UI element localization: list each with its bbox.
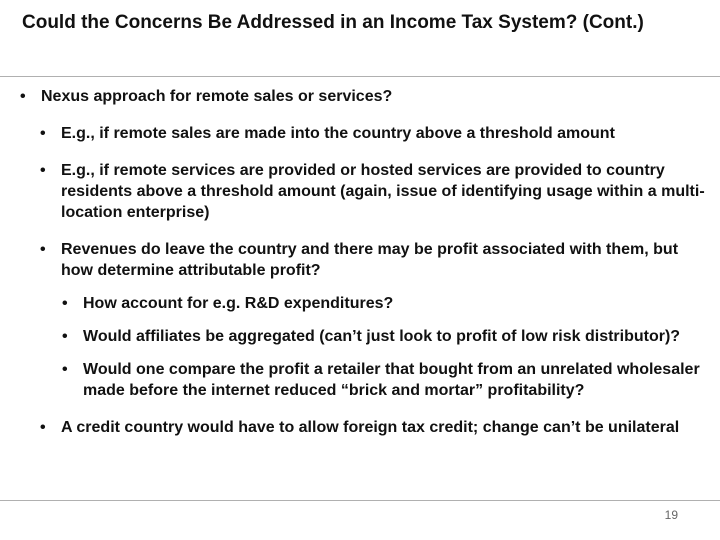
bullet-item — [62, 359, 703, 401]
bullet-text: E.g., if remote sales are made into the country above a threshold amount — [61, 125, 615, 142]
bullet-symbol: • — [62, 328, 68, 345]
page-number: 19 — [664, 508, 678, 522]
bullet-symbol: • — [40, 162, 46, 179]
bullet-symbol: • — [62, 361, 68, 378]
bullet-symbol: • — [20, 88, 26, 105]
bullet-item — [40, 160, 711, 223]
footer-divider — [0, 500, 720, 501]
bullet-item — [20, 86, 711, 107]
bullet-symbol: • — [62, 295, 68, 312]
bullet-item — [40, 123, 711, 144]
bullet-text: Revenues do leave the country and there may be profit associated with them, but how determine attributable profit? — [61, 241, 679, 279]
bullet-item — [62, 293, 703, 314]
bullet-item — [40, 239, 711, 281]
bullet-text: How account for e.g. R&D expenditures? — [83, 295, 394, 312]
bullet-text: E.g., if remote services are provided or hosted services are provided to country residents above a threshold amount (again, issue of identifying usage within a multi-location enterprise) — [61, 162, 705, 221]
title-divider — [0, 76, 720, 77]
bullet-symbol: • — [40, 125, 46, 142]
bullet-text: Would one compare the profit a retailer that bought from an unrelated wholesaler made before the internet reduced “brick and mortar” profitability? — [83, 361, 700, 399]
bullet-symbol: • — [40, 419, 46, 436]
bullet-text: Would affiliates be aggregated (can’t just look to profit of low risk distributor)? — [83, 328, 681, 345]
bullet-symbol: • — [40, 241, 46, 258]
bullet-item — [62, 326, 703, 347]
bullet-item — [40, 417, 711, 438]
bullet-text: Nexus approach for remote sales or services? — [41, 88, 393, 105]
slide-title: Could the Concerns Be Addressed in an Income Tax System? (Cont.) — [22, 12, 644, 33]
bullet-list — [0, 86, 720, 438]
bullet-text: A credit country would have to allow foreign tax credit; change can’t be unilateral — [61, 419, 680, 436]
